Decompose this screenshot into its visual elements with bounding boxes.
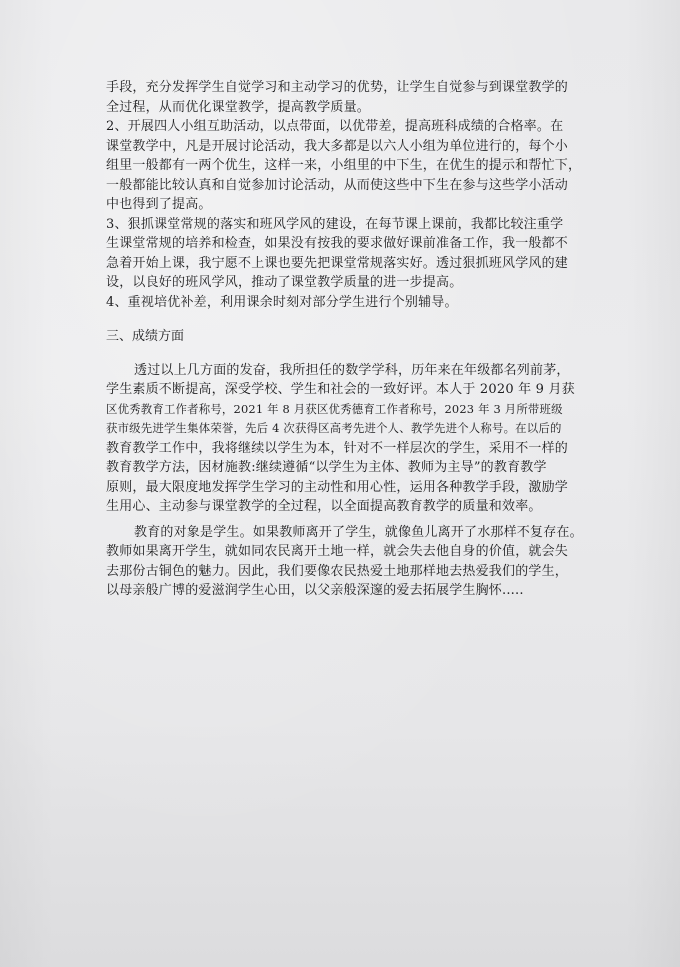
section-title: 三、成绩方面 [106,329,185,344]
text-line: 区优秀教育工作者称号，2021 年 8 月获区优秀德育工作者称号，2023 年 3 月所带班级 [106,401,563,416]
text-line: 教育教学方法，因材施教:继续遵循“以学生为主体、教师为主导”的教育教学 [106,460,547,475]
text-line: 以母亲般广博的爱滋润学生心田，以父亲般深邃的爱去拓展学生胸怀..... [106,583,524,598]
text-line: 手段，充分发挥学生自觉学习和主动学习的优势，让学生自觉参与到课堂教学的 [106,80,569,95]
text-line: 教育教学工作中，我将继续以学生为本，针对不一样层次的学生，采用不一样的 [106,440,569,456]
text-line: 全过程，从而优化课堂教学，提高教学质量。 [106,99,371,115]
text-line: 教育的对象是学生。如果教师离开了学生，就像鱼儿离开了水那样不复存在。 [134,524,583,540]
text-line: 4、重视培优补差，利用课余时刻对部分学生进行个别辅导。 [106,294,458,310]
text-line: 2、开展四人小组互助活动，以点带面，以优带差，提高班科成绩的合格率。在 [106,119,564,134]
text-line: 中也得到了提高。 [106,197,212,212]
text-line: 生课堂常规的培养和检查，如果没有按我的要求做好课前准备工作，我一般都不 [106,236,569,251]
text-line: 组里一般都有一两个优生，这样一来，小组里的中下生，在优生的提示和帮忙下， [106,158,582,173]
achievements-paragraph [106,361,576,517]
text-line: 一般都能比较认真和自觉参加讨论活动，从而使这些中下生在参与这些学小活动 [106,177,569,193]
text-line: 原则，最大限度地发挥学生学习的主动性和用心性，运用各种教学手段，激励学 [106,479,569,495]
text-line: 透过以上几方面的发奋，我所担任的数学学科，历年来在年级都名列前茅， [134,362,570,378]
text-line: 课堂教学中，凡是开展讨论活动，我大多都是以六人小组为单位进行的，每个小 [106,138,569,154]
text-line: 生用心、主动参与课堂教学的全过程，以全面提高教育教学的质量和效率。 [106,499,542,514]
method-list [106,78,582,312]
text-line: 获市级先进学生集体荣誉，先后 4 次获得区高考先进个人、教学先进个人称号。在以后的 [106,421,562,435]
spacer [106,347,576,361]
text-line: 学生素质不断提高，深受学校、学生和社会的一致好评。本人于 2020 年 9 月获 [106,382,575,397]
closing-paragraph [106,523,583,601]
text-line: 去那份古铜色的魅力。因此，我们要像农民热爱土地那样地去热爱我们的学生， [106,563,569,579]
text-line: 设，以良好的班风学风，推动了课堂教学质量的进一步提高。 [106,275,463,290]
spacer [106,312,576,325]
text-line: 教师如果离开学生，就如同农民离开土地一样，就会失去他自身的价值，就会失 [106,544,569,559]
document-body [106,78,583,601]
text-line: 急着开始上课，我宁愿不上课也要先把课堂常规落实好。透过狠抓班风学风的建 [106,255,569,271]
text-line: 3、狠抓课堂常规的落实和班风学风的建设，在每节课上课前，我都比较注重学 [106,216,564,232]
